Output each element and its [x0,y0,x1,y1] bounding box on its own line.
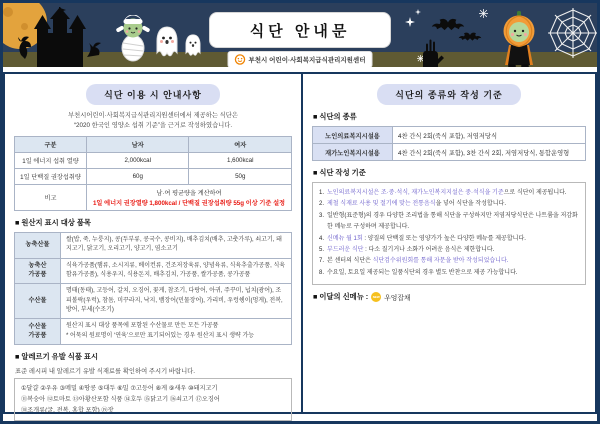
criteria-highlight: 부드러운 식단 [327,246,364,253]
criteria-item [319,245,579,256]
nutrition-cell: 2,000kcal [87,153,189,169]
nutrition-cell: 60g [87,169,189,185]
criteria-text [327,188,579,199]
origin-table [14,232,292,345]
origin-row [15,233,292,259]
nutrition-header-cell: 남자 [87,137,189,153]
type-label: 노인의료복지시설용 [313,127,393,144]
criteria-text [327,211,579,234]
intro-line2: “2020 한국인 영양소 섭취 기준”을 근거로 작성하였습니다. [73,122,233,130]
origin-label: 농축산물 [15,233,61,259]
criteria-plain: : 다소 질기거나 소화가 어려운 음식은 제한합니다. [363,246,495,253]
nutrition-cell: 50g [189,169,292,185]
type-text: 4찬 간식 2회(죽식 포함), 3찬 간식 2회, 저염저당식, 통합운영형 [393,144,586,161]
types-table [312,126,586,161]
center-badge [228,51,373,67]
criteria-number: 3. [319,212,325,219]
right-column [303,74,595,412]
criteria-box [312,182,586,285]
criteria-plain: 을 넣어 식단을 작성합니다. [435,201,506,208]
nutrition-note-line1: 남·여 평균량을 계산하여 [156,190,222,198]
origin-text: 원산지 표시 대상 품목에 포함된 수산물로 만든 모든 가공품 * 어묵의 원료명이 ‘연육’으로만 표기되어있는 경우 원산지 표시 생략 가능 [61,319,292,345]
criteria-item [319,211,579,234]
type-text: 4찬 간식 2회(죽식 포함), 저염저당식 [393,127,586,144]
types-heading: ■ 식단의 종류 [313,112,357,121]
criteria-highlight: 노인의료복지시설은 조·중·석식, 재가노인복지지설은 중·석식을 기준 [327,190,504,196]
center-name: 부천시 어린이·사회복지급식관리지원센터 [248,57,366,64]
origin-text: 명태(동태), 고등어, 갈치, 오징어, 꽃게, 참조기, 다랑어, 아귀, 주꾸미, 넙치(광어), 조피볼락(우럭), 참돔, 미꾸라지, 낙지, 뱀장어(민물장어), 가리비, 우렁쉥이(멍게), 전복, 방어, 부세(수조기) [61,284,292,319]
new-menu-row [313,292,586,302]
title-box [209,12,391,48]
criteria-item [319,256,579,267]
type-row [313,127,586,144]
criteria-item [319,234,579,245]
sparkle-icon [405,17,415,27]
nutrition-header-row [15,137,292,153]
right-section-title: 식단의 종류와 작성 기준 [377,84,520,105]
origin-row [15,284,292,319]
origin-label: 수산물 [15,284,61,319]
new-menu-label: ■ 이달의 신메뉴 : [313,292,369,302]
allergy-intro: 표준 레시피 내 알레르기 유발 식재료를 확인하여 주시기 바랍니다. [15,367,195,375]
criteria-highlight: 제철 식재료 사용 및 절기에 맞는 전통음식 [327,201,436,208]
origin-label: 농축산 가공품 [15,258,61,284]
origin-text: 식육가공품(햄류, 소시지류, 베이컨류, 건조저장육류, 양념육류, 식육추출가공품, 식육함유가공품), 식용우지, 식용돈지, 배추김치, 가공품, 쌀가공품, 콩가공품 [61,258,292,284]
mummy-icon [115,15,151,63]
type-label: 재가노인복지시설용 [313,144,393,161]
criteria-plain: 수요일, 토요일 제공되는 일품식단의 경우 별도 반찬으로 제공 가능합니다. [327,269,518,276]
sparkle-icon [415,9,421,15]
criteria-item [319,199,579,210]
left-column [5,74,303,415]
criteria-plain: 으로 식단이 제공됩니다. [503,190,567,196]
criteria-text [327,268,579,279]
intro-text [14,111,292,131]
criteria-number: 7. [319,258,325,265]
nutrition-header-cell: 구분 [15,137,87,153]
criteria-text [327,199,579,210]
nutrition-cell: 1일 단백질 권장섭취량 [15,169,87,185]
criteria-item [319,188,579,199]
criteria-plain: 일반형(표준형)의 경우 다양한 조리법을 통해 식단을 구성하지만 저염저당식단은 나트륨을 저감화한 메뉴로 구성하며 제공합니다. [327,212,578,231]
origin-row [15,258,292,284]
origin-text: 쌀(밥, 죽, 누룽지), 콩(두부류, 콩국수, 콩비지), 배추김치(배추, 고춧가루), 쇠고기, 돼지고기, 닭고기, 오리고기, 양고기, 염소고기 [61,233,292,259]
intro-line1: 부천시어린이·사회복지급식관리지원센터에서 제공하는 식단은 [68,112,238,119]
new-badge-icon: NEW [371,292,381,302]
bat-icon [458,31,482,43]
origin-label: 수산물 가공품 [15,319,61,345]
criteria-item [319,268,579,279]
criteria-plain: : 양질의 단백질 또는 영양가가 높은 다양한 메뉴를 제공합니다. [362,235,526,242]
content-area [3,72,597,414]
nutrition-header-cell: 여자 [189,137,292,153]
page-title: 식단 안내문 [249,22,351,40]
nutrition-row [15,169,292,185]
nutrition-cell: 1일 에너지 섭취 열량 [15,153,87,169]
spiderweb-icon [547,7,597,59]
nutrition-table [14,136,292,211]
halloween-banner [3,3,597,67]
center-logo-icon [235,54,246,65]
criteria-number: 4. [319,235,325,242]
origin-row [15,319,292,345]
ghost-icon [153,25,181,59]
criteria-text [327,256,579,267]
allergy-heading: ■ 알레르기 유발 식품 표시 [15,351,99,361]
nutrition-note-cell [87,185,292,211]
criteria-text [327,245,579,256]
criteria-highlight: 식단검수위원회를 통해 자문을 받아 작성되었습니다. [372,258,509,265]
nutrition-row [15,153,292,169]
left-section-title: 식단 이용 시 안내사항 [86,84,220,105]
criteria-heading: ■ 식단 작성 기준 [313,168,366,177]
allergy-line: ⑱조개류(굴, 전복, 홍합 포함) ⑲잣 [21,407,114,415]
type-row [313,144,586,161]
new-menu-name: 우엉잡채 [384,295,411,303]
criteria-number: 5. [319,246,325,253]
criteria-number: 2. [319,201,325,208]
snowflake-icon [479,9,488,18]
criteria-plain: 본 센터의 식단은 [327,258,373,265]
zombie-hand-icon [419,39,445,67]
nutrition-cell: 1,600kcal [189,153,292,169]
ghost-icon-small [183,33,203,58]
criteria-number: 1. [319,190,325,196]
criteria-number: 8. [319,269,325,276]
origin-heading: ■ 원산지 표시 대상 품목 [15,218,91,228]
allergy-line: ⑪복숭아 ⑫토마토 ⑬아황산포함 식품 ⑭호두 ⑮닭고기 ⑯쇠고기 ⑰오징어 [21,395,220,403]
pumpkin-character-icon [497,11,541,67]
nutrition-note-label: 비고 [15,185,87,211]
criteria-text [327,234,579,245]
allergy-line: ①달걀 ②우유 ③메밀 ④땅콩 ⑤대두 ⑥밀 ⑦고등어 ⑧게 ⑨새우 ⑩돼지고기 [21,384,218,392]
nutrition-note-line2: 1일 에너지 권장열량 1,800kcal / 단백질 권장섭취량 55g 이상 기준 설정 [92,200,286,208]
nutrition-note-row [15,185,292,211]
criteria-highlight: 신메뉴 월 1회 [327,235,363,242]
castle-icon [15,7,103,67]
allergy-box [14,378,292,421]
